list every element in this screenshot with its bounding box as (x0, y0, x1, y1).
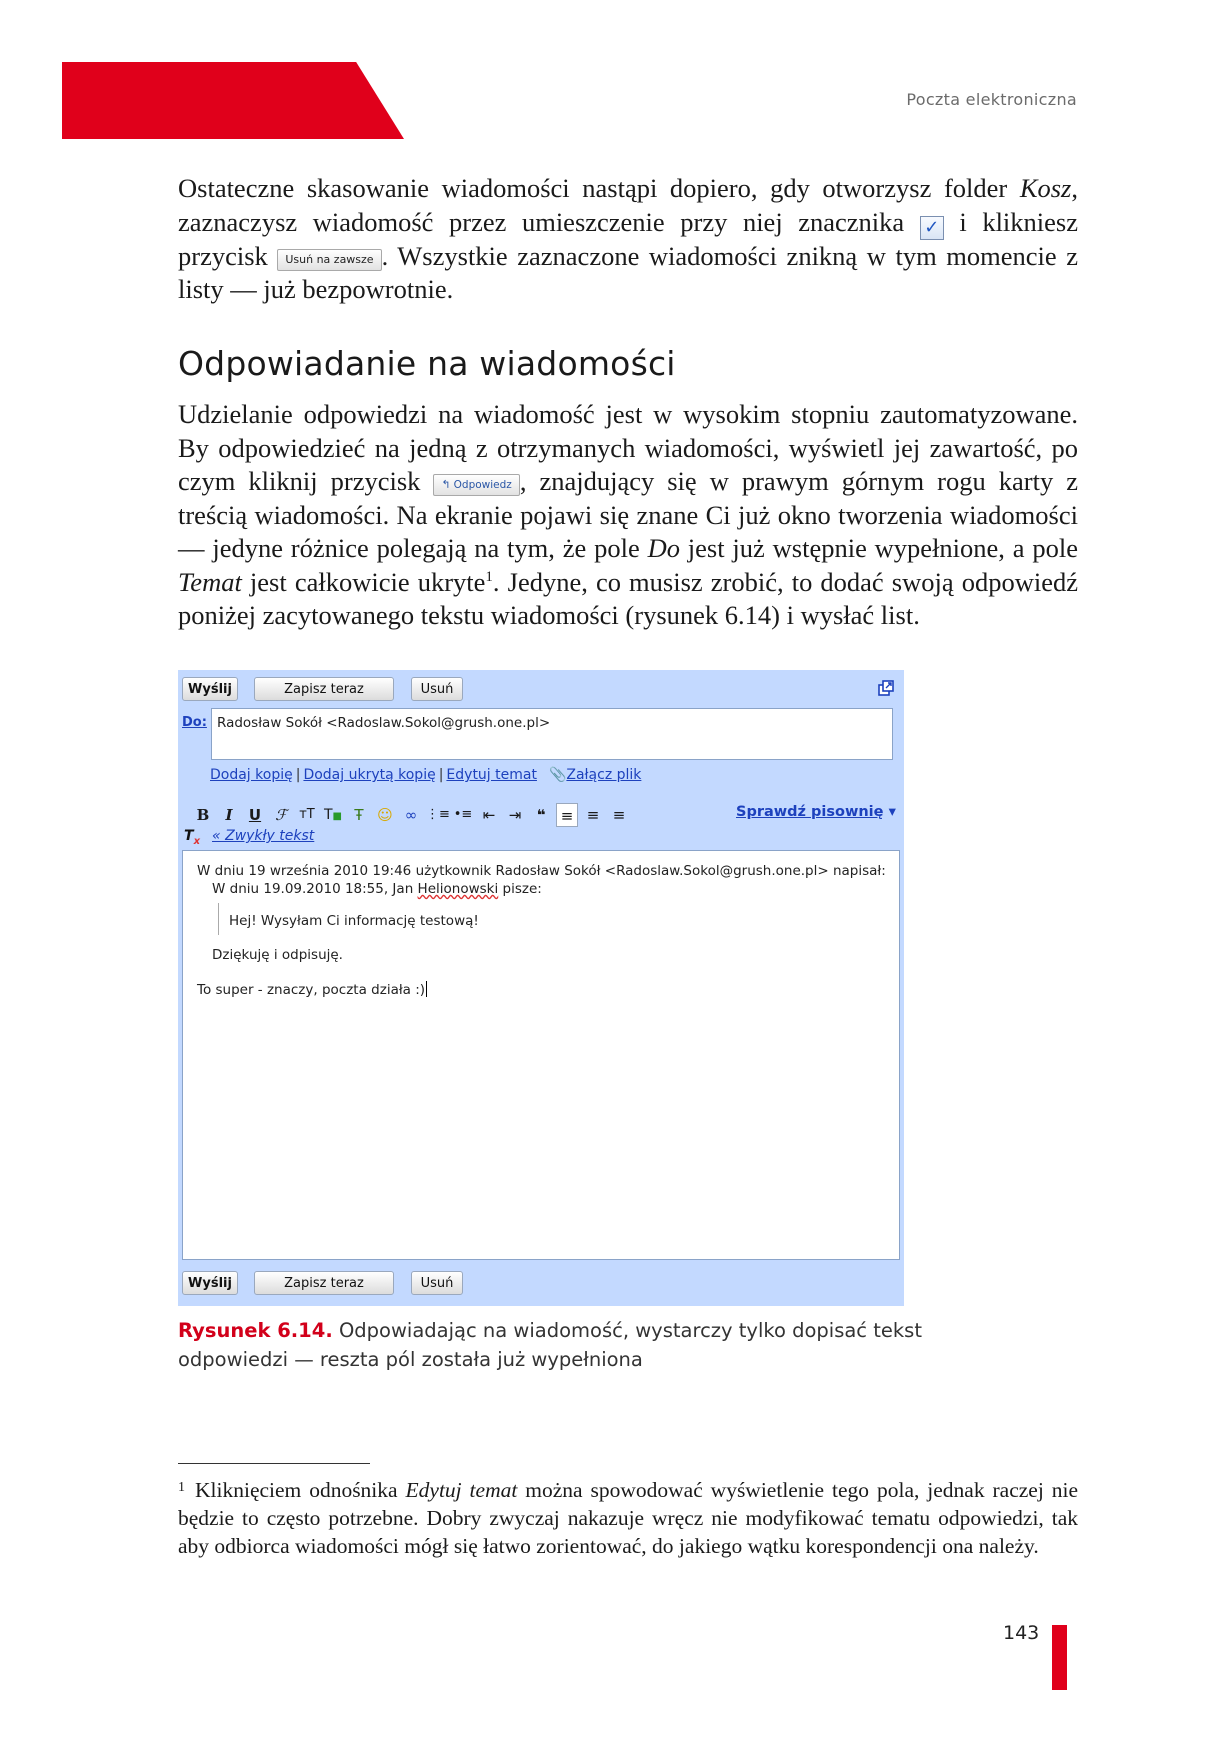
original-message-line: Hej! Wysyłam Ci informację testową! (229, 913, 479, 929)
to-field[interactable]: Radosław Sokół <Radoslaw.Sokol@grush.one.pl> (211, 708, 893, 760)
delete-forever-button-image: Usuń na zawsze (277, 249, 381, 271)
text-color-icon[interactable]: T■ (323, 807, 342, 823)
font-family-icon[interactable]: ℱ (275, 806, 287, 824)
dropdown-arrow-icon: ▾ (888, 804, 896, 820)
message-body-editor[interactable] (182, 850, 900, 1260)
nested-quote-header-line: W dniu 19.09.2010 18:55, Jan Helionowski pisze: (212, 881, 542, 897)
plain-text-row (184, 828, 314, 847)
attach-file-link[interactable]: Załącz plik (566, 767, 642, 783)
page-number-bar (1052, 1625, 1067, 1690)
quote-header-line: W dniu 19 września 2010 19:46 użytkownik Radosław Sokół <Radoslaw.Sokol@grush.one.pl> napisał: (197, 863, 886, 879)
paragraph-delete-forever: Ostateczne skasowanie wiadomości nastąpi dopiero, gdy otworzysz folder Kosz, zaznaczysz wiadomość przez umieszczenie przy niej znacznika ✓ i klikniesz przycisk Usuń na zawsze . Wszystkie zaznaczone wiadomości znikną w tym momencie z listy — już bezpowrotnie. (178, 173, 1078, 304)
font-size-icon[interactable]: тT (299, 807, 315, 822)
remove-formatting-icon[interactable]: $T_x$ (184, 828, 201, 847)
popout-window-icon[interactable] (878, 680, 894, 696)
highlight-icon[interactable]: Ŧ (354, 806, 364, 824)
reply-arrow-icon: ↰ (441, 478, 451, 491)
spell-check-link[interactable]: Sprawdź pisownię ▾ (736, 804, 896, 820)
link-icon[interactable]: ∞ (404, 806, 418, 824)
outdent-icon[interactable]: ⇤ (482, 806, 496, 824)
indent-icon[interactable]: ⇥ (508, 806, 522, 824)
quote-bar (218, 903, 219, 935)
compose-links-row: Dodaj kopię | Dodaj ukrytą kopię | Edytuj temat 📎Załącz plik (210, 767, 642, 783)
section-heading: Odpowiadanie na wiadomości (178, 344, 676, 383)
save-now-button-bottom[interactable]: Zapisz teraz (254, 1271, 394, 1295)
checkbox-checked-icon: ✓ (920, 216, 944, 240)
delete-button-bottom[interactable]: Usuń (411, 1271, 463, 1295)
footnote: $^1$ Kliknięciem odnośnika Edytuj temat można spowodować wyświetlenie tego pola, jednak raczej nie będzie to często potrzebne. Dobry zwyczaj nakazuje wręcz nie modyfikować tematu odpowiedzi, tak aby odbiorca wiadomości mógł się łatwo zorientować, do jakiego wątku korespondencji ona należy. (178, 1478, 1079, 1558)
save-now-button-top[interactable]: Zapisz teraz (254, 677, 394, 701)
add-bcc-link[interactable]: Dodaj ukrytą kopię (303, 767, 436, 783)
edit-subject-link[interactable]: Edytuj temat (446, 767, 537, 783)
delete-button-top[interactable]: Usuń (411, 677, 463, 701)
align-center-icon[interactable]: ≡ (586, 806, 600, 824)
send-button-top[interactable]: Wyślij (182, 677, 238, 701)
align-right-icon[interactable]: ≡ (612, 806, 626, 824)
underline-icon[interactable]: U (248, 806, 262, 824)
paragraph-reply: Udzielanie odpowiedzi na wiadomość jest w wysokim stopniu zautomatyzowane. By odpowiedzieć na jedną z otrzymanych wiadomości, wyświetl jej zawartość, po czym kliknij przycisk ↰ Odpowiedz , znajdujący się w prawym górnym rogu karty z treścią wiadomości. Na ekranie pojawi się znane Ci już okno tworzenia wiadomości — jedyne różnice polegają na tym, że pole Do jest już wstępnie wypełnione, a pole Temat jest całkowicie ukryte$^1$. Jedyne, co musisz zrobić, to dodać swoją odpowiedź poniżej zacytowanego tekstu wiadomości (rysunek 6.14) i wysłać list. (178, 399, 1078, 630)
header-red-banner (62, 62, 404, 139)
send-button-bottom[interactable]: Wyślij (182, 1271, 238, 1295)
bold-icon[interactable]: B (196, 806, 210, 824)
running-title: Poczta elektroniczna (906, 90, 1077, 109)
quoted-reply-line: Dziękuję i odpisuję. (212, 947, 343, 963)
numbered-list-icon[interactable]: ⋮≡ (426, 807, 450, 822)
to-label[interactable]: Do: (182, 715, 207, 730)
paperclip-icon: 📎 (548, 767, 567, 783)
bulleted-list-icon[interactable]: •≡ (453, 807, 473, 822)
figure-caption-label: Rysunek 6.14. (178, 1319, 333, 1342)
reply-button-image: ↰ Odpowiedz (433, 474, 519, 496)
footnote-ref: 1 (485, 568, 493, 585)
page-number: 143 (1003, 1622, 1040, 1644)
italic-icon[interactable]: I (225, 806, 233, 824)
new-reply-line: To super - znaczy, poczta działa :) (197, 982, 426, 998)
add-cc-link[interactable]: Dodaj kopię (210, 767, 293, 783)
gmail-compose-screenshot (178, 670, 904, 1306)
kosz-term: Kosz (1019, 173, 1072, 203)
align-left-icon[interactable]: ≡ (556, 803, 578, 827)
emoticon-icon[interactable]: ☺ (377, 806, 393, 824)
figure-caption: Rysunek 6.14. Odpowiadając na wiadomość, wystarczy tylko dopisać tekst odpowiedzi — reszta pól została już wypełniona (178, 1319, 922, 1371)
text-caret (426, 981, 427, 997)
plain-text-link[interactable]: « Zwykły tekst (212, 828, 315, 844)
footnote-rule (178, 1463, 370, 1464)
quote-icon[interactable]: ❝ (536, 806, 546, 824)
